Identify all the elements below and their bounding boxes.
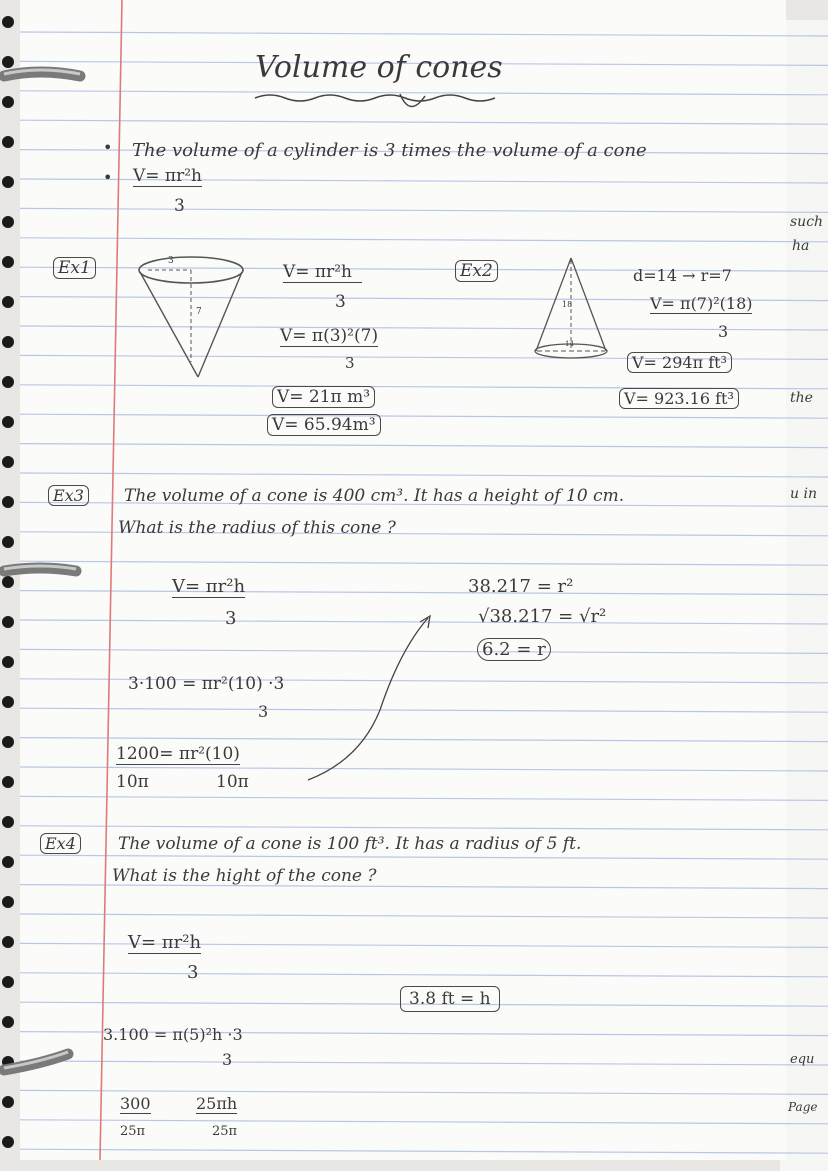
ex1-height-label: 7 [196,307,202,317]
ex4-formula-denominator: 3 [187,962,199,983]
binder-ring-3 [0,1040,95,1100]
margin-note: Page [788,1100,818,1114]
intro-formula-numerator: V= πr²h [133,166,202,186]
ex1-answer-decimal: V= 65.94m³ [267,414,381,436]
ex4-step2-left: 300 [120,1094,151,1113]
ex4-prompt-line-1: The volume of a cone is 100 ft³. It has a radius of 5 ft. [118,834,582,854]
ex3-result-line-2: √38.217 = √r² [478,606,607,627]
margin-note: u in [790,486,817,502]
ex3-step2-denominator-right: 10π [216,772,249,792]
ex2-diameter-label: 14 [565,340,574,348]
binder-ring-2 [0,553,95,593]
ex3-formula-denominator: 3 [225,608,237,629]
ex2-step2-numerator: V= π(7)²(18) [650,294,753,313]
page-title: Volume of cones [255,50,503,85]
ex3-formula-numerator: V= πr²h [172,576,246,597]
ex1-step1-numerator: V= πr²h [283,262,362,283]
bullet-dot: • [103,138,113,157]
example-2-tag: Ex2 [455,260,498,282]
ex4-prompt-line-2: What is the hight of the cone ? [112,866,377,886]
ex3-answer: 6.2 = r [477,638,551,661]
ex3-prompt-line-1: The volume of a cone is 400 cm³. It has a height of 10 cm. [124,486,625,506]
ex4-formula-numerator: V= πr²h [128,932,202,953]
example-1-tag: Ex1 [53,257,96,279]
ex4-step1-numerator: 3.100 = π(5)²h ·3 [103,1025,243,1044]
example-3-tag: Ex3 [48,485,89,506]
binder-ring-1 [0,58,95,98]
ex2-answer-exact: V= 294π ft³ [627,352,732,373]
ex3-result-line-1: 38.217 = r² [468,576,574,597]
intro-formula-denominator: 3 [174,196,185,216]
example-4-tag: Ex4 [40,833,81,854]
margin-note: equ [790,1052,815,1067]
ex1-step2-denominator: 3 [345,354,355,372]
ex4-step1-denominator: 3 [222,1050,233,1069]
title-underline [250,88,550,118]
ex4-step2-denominator-right: 25π [212,1124,238,1139]
margin-note: the [790,390,813,406]
ex3-step1-denominator: 3 [258,702,269,721]
ex3-step1-numerator: 3·100 = πr²(10) ·3 [128,674,285,694]
ex4-step2-denominator-left: 25π [120,1124,146,1139]
ex3-prompt-line-2: What is the radius of this cone ? [118,518,396,538]
ex2-step-diameter: d=14 → r=7 [633,266,732,285]
ex1-answer-exact: V= 21π m³ [272,386,375,408]
ex3-step2-denominator-left: 10π [116,772,149,792]
ex1-step2-numerator: V= π(3)²(7) [280,326,379,346]
cone-diagram-ex1 [138,252,258,382]
ex3-arrow [300,610,450,810]
ex1-radius-label: 3 [168,256,174,266]
bullet-dot: • [103,168,113,187]
ex2-height-label: 18 [562,300,573,309]
margin-note: ha [792,238,810,254]
margin-note: such [790,214,824,230]
ex4-step2-right: 25πh [196,1094,238,1113]
ex2-answer-decimal: V= 923.16 ft³ [619,388,739,409]
ex4-answer: 3.8 ft = h [400,986,500,1012]
cone-diagram-ex2 [532,256,612,366]
ex2-step2-denominator: 3 [718,322,729,341]
intro-line: The volume of a cylinder is 3 times the volume of a cone [132,140,647,161]
ex3-step2-numerator: 1200= πr²(10) [116,744,240,764]
ex1-step1-denominator: 3 [335,292,346,312]
